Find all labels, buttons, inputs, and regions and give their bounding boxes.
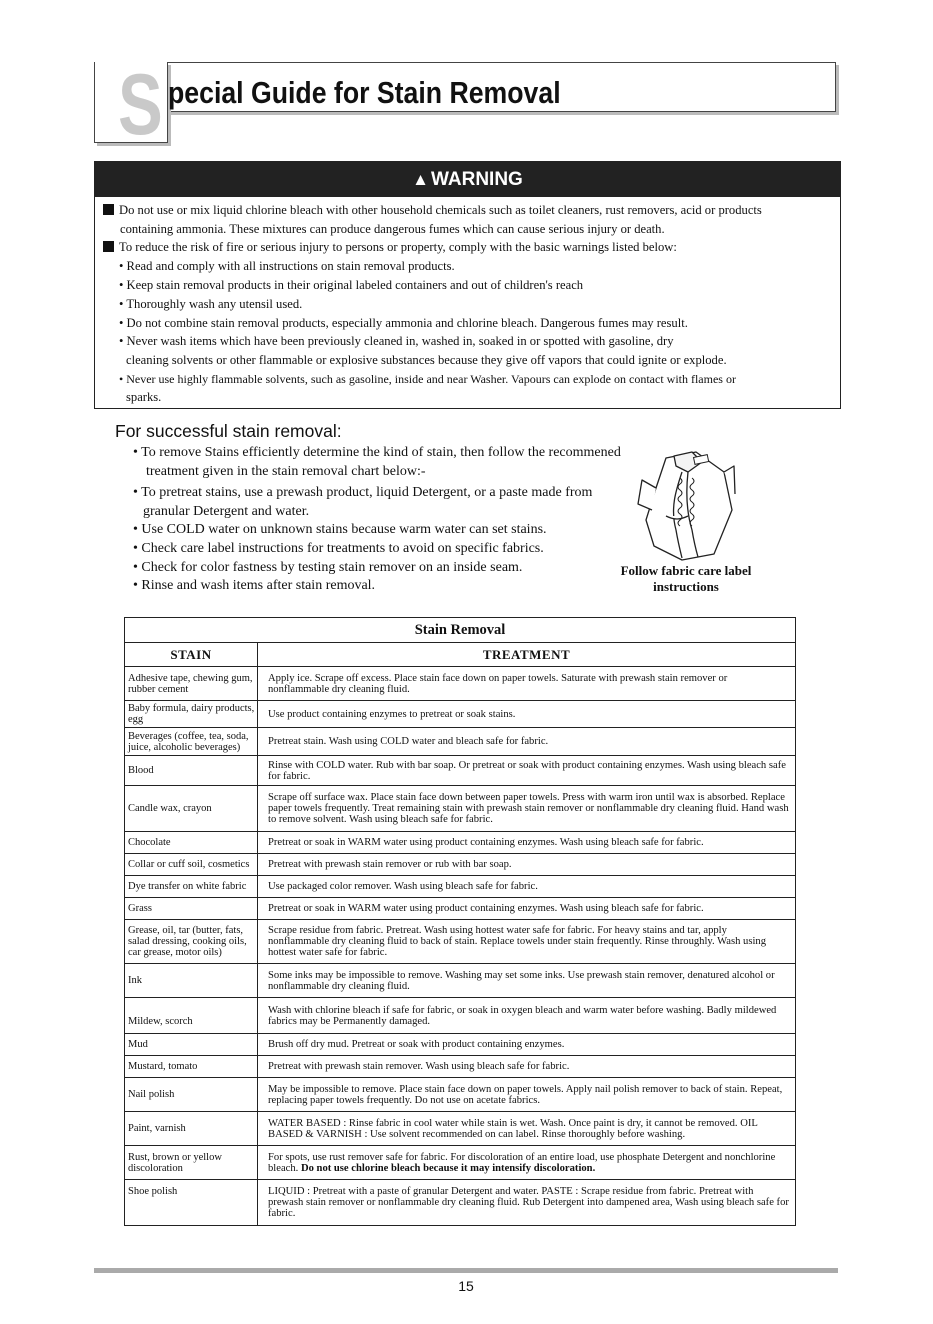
tip-line: treatment given in the stain removal chart below:- bbox=[146, 464, 426, 479]
treatment-cell: Rinse with COLD water. Rub with bar soap. Or pretreat or soak with product containing enzymes. Wash using bleach safe for fabric. bbox=[258, 756, 796, 786]
treatment-cell: Apply ice. Scrape off excess. Place stain face down on paper towels. Saturate with prewash stain remover or nonflammable dry cleaning fluid. bbox=[258, 667, 796, 701]
stain-cell: Rust, brown or yellow discoloration bbox=[125, 1146, 258, 1180]
table-row bbox=[125, 876, 796, 898]
treatment-cell: Wash with chlorine bleach if safe for fabric, or soak in oxygen bleach and warm water before washing. Badly mildewed fabrics may be Permanently damaged. bbox=[258, 998, 796, 1034]
treatment-cell: Brush off dry mud. Pretreat or soak with product containing enzymes. bbox=[258, 1034, 796, 1056]
stain-cell: Baby formula, dairy products, egg bbox=[125, 701, 258, 728]
table-row bbox=[125, 1180, 796, 1226]
stain-cell: Candle wax, crayon bbox=[125, 786, 258, 832]
tip-line: granular Detergent and water. bbox=[143, 504, 310, 519]
warning-line: • Never wash items which have been previously cleaned in, washed in, soaked in or spotted with gasoline, dry bbox=[119, 334, 674, 348]
stain-cell: Mildew, scorch bbox=[125, 998, 258, 1034]
warning-line: To reduce the risk of fire or serious injury to persons or property, comply with the basic warnings listed below: bbox=[103, 239, 677, 255]
table-row bbox=[125, 667, 796, 701]
stain-cell: Paint, varnish bbox=[125, 1112, 258, 1146]
section-title: For successful stain removal: bbox=[115, 421, 342, 441]
treatment-cell: Pretreat or soak in WARM water using product containing enzymes. Wash using bleach safe for fabric. bbox=[258, 832, 796, 854]
tip-line: • To remove Stains efficiently determine the kind of stain, then follow the recommened bbox=[133, 445, 621, 460]
warning-box bbox=[94, 161, 841, 409]
warning-triangle-icon: ▲ bbox=[412, 169, 429, 189]
treatment-cell: Scrape off surface wax. Place stain face down between paper towels. Press with warm iron until wax is absorbed. Replace paper towels frequently. Treat remaining stain with prewash stain remover or nonflammable dry cleaning fluid. Hand wash to remove solvent. Wash using bleach safe for fabric. bbox=[258, 786, 796, 832]
stain-removal-table bbox=[124, 617, 796, 1226]
stain-cell: Nail polish bbox=[125, 1078, 258, 1112]
warning-header bbox=[95, 162, 840, 197]
tip-line: • Check care label instructions for treatments to avoid on specific fabrics. bbox=[133, 541, 544, 556]
title-initial: S bbox=[118, 57, 162, 153]
stain-cell: Adhesive tape, chewing gum, rubber cement bbox=[125, 667, 258, 701]
table-row bbox=[125, 1112, 796, 1146]
table-row bbox=[125, 898, 796, 920]
shirt-caption-line: Follow fabric care label bbox=[620, 563, 752, 578]
page-title: pecial Guide for Stain Removal bbox=[168, 75, 561, 110]
table-row bbox=[125, 832, 796, 854]
treatment-cell: WATER BASED : Rinse fabric in cool water while stain is wet. Wash. Once paint is dry, it cannot be removed. OIL BASED & VARNISH : Use solvent recommended on can label. Rinse thoroughly before washing. bbox=[258, 1112, 796, 1146]
treatment-cell: Some inks may be impossible to remove. Washing may set some inks. Use prewash stain remover, denatured alcohol or nonflammable dry cleaning fluid. bbox=[258, 964, 796, 998]
tip-line: • Rinse and wash items after stain removal. bbox=[133, 578, 376, 593]
table-row bbox=[125, 964, 796, 998]
warning-line: • Thoroughly wash any utensil used. bbox=[119, 297, 303, 311]
table-caption: Stain Removal bbox=[125, 618, 796, 643]
stain-cell: Grease, oil, tar (butter, fats, salad dressing, cooking oils, car grease, motor oils) bbox=[125, 920, 258, 964]
table-row bbox=[125, 786, 796, 832]
column-header-treatment: TREATMENT bbox=[258, 643, 796, 667]
square-bullet-icon bbox=[103, 241, 114, 252]
table-row bbox=[125, 728, 796, 756]
tip-line: • To pretreat stains, use a prewash product, liquid Detergent, or a paste made from bbox=[133, 485, 593, 500]
warning-heading: WARNING bbox=[431, 168, 523, 190]
table-row bbox=[125, 1034, 796, 1056]
stain-cell: Ink bbox=[125, 964, 258, 998]
stain-cell: Beverages (coffee, tea, soda, juice, alcoholic beverages) bbox=[125, 728, 258, 756]
table-row bbox=[125, 1056, 796, 1078]
tip-line: • Check for color fastness by testing stain remover on an inside seam. bbox=[133, 560, 523, 575]
treatment-cell: For spots, use rust remover safe for fabric. For discoloration of an entire load, use phosphate Detergent and nonchlorine bleach. Do not use chlorine bleach because it may intensify discoloration. bbox=[258, 1146, 796, 1180]
column-header-stain: STAIN bbox=[125, 643, 258, 667]
table-row bbox=[125, 701, 796, 728]
treatment-cell: Use packaged color remover. Wash using bleach safe for fabric. bbox=[258, 876, 796, 898]
warning-line: containing ammonia. These mixtures can produce dangerous fumes which can cause serious injury or death. bbox=[120, 222, 665, 236]
treatment-cell: Use product containing enzymes to pretreat or soak stains. bbox=[258, 701, 796, 728]
table-row bbox=[125, 854, 796, 876]
treatment-cell: Pretreat stain. Wash using COLD water and bleach safe for fabric. bbox=[258, 728, 796, 756]
warning-line: • Do not combine stain removal products, especially ammonia and chlorine bleach. Dangerous fumes may result. bbox=[119, 316, 688, 330]
treatment-cell: LIQUID : Pretreat with a paste of granular Detergent and water. PASTE : Scrape residue from fabric. Pretreat with prewash stain remover or nonflammable dry cleaning fluid. Rub Detergent into dampened area, Wash using bleach safe for fabric. bbox=[258, 1180, 796, 1226]
warning-line: • Keep stain removal products in their original labeled containers and out of children's reach bbox=[119, 278, 584, 292]
treatment-cell: Scrape residue from fabric. Pretreat. Wash using hottest water safe for fabric. For heavy stains and tar, apply nonflammable dry cleaning fluid to back of stain. Replace towels under stain frequently. Rinse throughly. Wash using hottest water safe for fabric. bbox=[258, 920, 796, 964]
table-row bbox=[125, 756, 796, 786]
shirt-caption-line: instructions bbox=[653, 579, 719, 594]
warning-line: • Read and comply with all instructions on stain removal products. bbox=[119, 259, 455, 273]
treatment-emphasis: Do not use chlorine bleach because it may intensify discoloration. bbox=[300, 1162, 596, 1174]
folded-shirt-icon bbox=[636, 450, 736, 562]
stain-cell: Shoe polish bbox=[125, 1180, 258, 1226]
warning-line: sparks. bbox=[126, 390, 162, 404]
treatment-cell: Pretreat with prewash stain remover. Wash using bleach safe for fabric. bbox=[258, 1056, 796, 1078]
stain-cell: Grass bbox=[125, 898, 258, 920]
warning-line: • Never use highly flammable solvents, such as gasoline, inside and near Washer. Vapours can explode on contact with flames or bbox=[119, 372, 736, 386]
stain-cell: Mud bbox=[125, 1034, 258, 1056]
page-number: 15 bbox=[458, 1278, 474, 1294]
stain-cell: Chocolate bbox=[125, 832, 258, 854]
warning-line: cleaning solvents or other flammable or explosive substances because they give off vapors that could ignite or explode. bbox=[126, 353, 727, 367]
square-bullet-icon bbox=[103, 204, 114, 215]
stain-cell: Collar or cuff soil, cosmetics bbox=[125, 854, 258, 876]
treatment-cell: Pretreat or soak in WARM water using product containing enzymes. Wash using bleach safe for fabric. bbox=[258, 898, 796, 920]
treatment-cell: May be impossible to remove. Place stain face down on paper towels. Apply nail polish remover to back of stain. Repeat, replacing paper towels frequently. Do not use on acetate fabrics. bbox=[258, 1078, 796, 1112]
table-row bbox=[125, 998, 796, 1034]
treatment-cell: Pretreat with prewash stain remover or rub with bar soap. bbox=[258, 854, 796, 876]
stain-cell: Dye transfer on white fabric bbox=[125, 876, 258, 898]
stain-cell: Blood bbox=[125, 756, 258, 786]
table-row bbox=[125, 1146, 796, 1180]
warning-line: Do not use or mix liquid chlorine bleach with other household chemicals such as toilet cleaners, rust removers, acid or products bbox=[103, 202, 762, 218]
table-row bbox=[125, 920, 796, 964]
table-row bbox=[125, 1078, 796, 1112]
stain-cell: Mustard, tomato bbox=[125, 1056, 258, 1078]
tip-line: • Use COLD water on unknown stains because warm water can set stains. bbox=[133, 522, 547, 537]
footer-rule bbox=[94, 1268, 838, 1273]
